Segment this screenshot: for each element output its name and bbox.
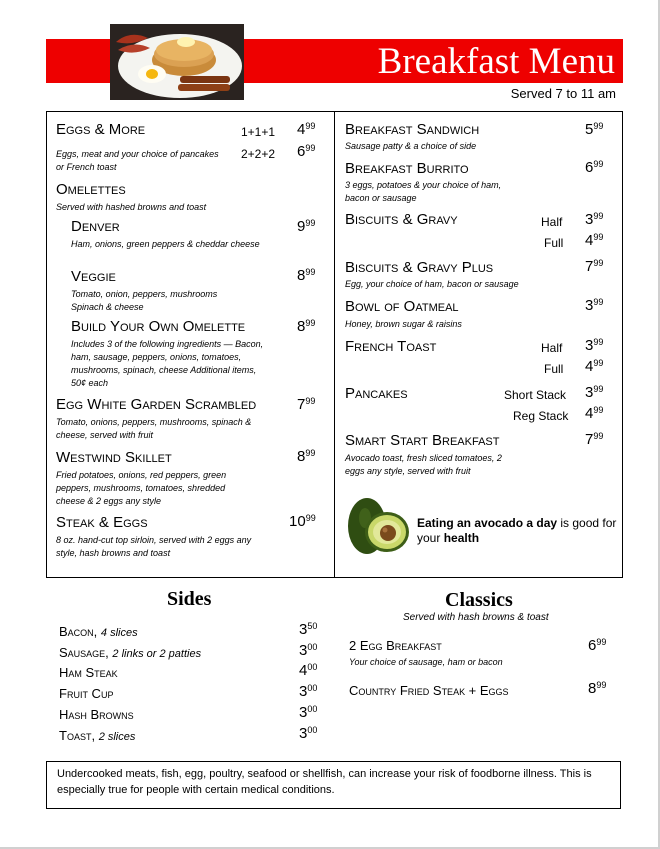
food-safety-notice: Undercooked meats, fish, egg, poultry, seafood or shellfish, can increase your risk of foodborne illness. This is especially true for people with certain medical conditions. — [46, 761, 621, 809]
egg-white-price: $7^{99}$ — [297, 396, 316, 413]
item-desc-egg-white: Tomato, onions, peppers, mushrooms, spinach & cheese, served with fruit — [56, 417, 252, 440]
item-name-pancakes: Pancakes — [345, 385, 408, 402]
item-desc-smart-start: Avocado toast, fresh sliced tomatoes, 2 eggs any style, served with fruit — [345, 453, 502, 476]
side-item-price: $3^{00}$ — [299, 642, 318, 659]
side-item-name — [59, 728, 135, 743]
sandwich-price: $5^{99}$ — [585, 121, 604, 138]
side-item-name — [59, 686, 113, 701]
eggs-price-2: $6^{99}$ — [297, 143, 316, 160]
classics-title: Classics — [445, 589, 513, 611]
side-item-label: Bacon, — [59, 624, 98, 639]
french-toast-price-full: $4^{99}$ — [585, 358, 604, 375]
pancakes-option-short: Short Stack — [504, 388, 567, 402]
omelettes-desc: Served with hashed browns and toast — [56, 202, 207, 212]
item-desc-2-egg: Your choice of sausage, ham or bacon — [349, 657, 503, 667]
side-item-price: $3^{00}$ — [299, 683, 318, 700]
biscuits-plus-price: $7^{99}$ — [585, 258, 604, 275]
side-item-price: $3^{50}$ — [299, 621, 318, 638]
item-name-country-fried: Country Fried Steak + Eggs — [349, 683, 509, 698]
side-item-label: Sausage, — [59, 645, 109, 660]
item-name-veggie: Veggie — [71, 268, 116, 285]
eggs-option-2: 2+2+2 — [241, 147, 276, 161]
side-item-name — [59, 645, 201, 660]
item-desc-biscuits-plus: Egg, your choice of ham, bacon or sausage — [345, 279, 519, 289]
side-item-note: 2 slices — [98, 731, 136, 743]
item-desc-denver: Ham, onions, green peppers & cheddar cheese — [71, 239, 260, 249]
item-name-westwind: Westwind Skillet — [56, 449, 172, 466]
item-name-biscuits-plus: Biscuits & Gravy Plus — [345, 259, 494, 276]
side-item-price: $4^{00}$ — [299, 662, 318, 679]
classics-subtitle: Served with hash browns & toast — [403, 612, 549, 623]
item-desc-oatmeal: Honey, brown sugar & raisins — [345, 319, 462, 329]
eggs-option-1: 1+1+1 — [241, 125, 276, 139]
served-hours: Served 7 to 11 am — [510, 86, 616, 101]
item-desc-sandwich: Sausage patty & a choice of side — [345, 141, 477, 151]
item-name-eggs-more: Eggs & More — [56, 121, 146, 138]
item-name-oatmeal: Bowl of Oatmeal — [345, 298, 459, 315]
french-toast-option-full: Full — [544, 362, 564, 376]
side-item-price: $3^{00}$ — [299, 725, 318, 742]
breakfast-plate-photo — [110, 24, 244, 100]
veggie-price: $8^{99}$ — [297, 267, 316, 284]
column-divider — [334, 112, 335, 577]
item-name-denver: Denver — [71, 218, 120, 235]
steak-eggs-price: $10^{99}$ — [289, 513, 316, 530]
item-name-egg-white: Egg White Garden Scrambled — [56, 396, 257, 413]
item-desc-westwind: Fried potatoes, onions, red peppers, green peppers, mushrooms, tomatoes, shredded cheese & 2 eggs any style — [56, 470, 227, 506]
item-name-french-toast: French Toast — [345, 338, 437, 355]
french-toast-price-half: $3^{99}$ — [585, 337, 604, 354]
side-item-label: Fruit Cup — [59, 686, 114, 701]
side-item-label: Toast, — [59, 728, 96, 743]
biscuits-price-full: $4^{99}$ — [585, 232, 604, 249]
2-egg-price: $6^{99}$ — [588, 637, 607, 654]
side-item-note: 2 links or 2 patties — [112, 648, 202, 660]
biscuits-option-half: Half — [541, 215, 563, 229]
biscuits-option-full: Full — [544, 236, 564, 250]
main-menu-box — [46, 111, 623, 578]
westwind-price: $8^{99}$ — [297, 448, 316, 465]
pancakes-option-reg: Reg Stack — [513, 409, 569, 423]
country-fried-price: $8^{99}$ — [588, 680, 607, 697]
pancakes-price-short: $3^{99}$ — [585, 384, 604, 401]
item-desc-build-omelette: Includes 3 of the following ingredients — Bacon, ham, sausage, peppers, onions, tomatoes, mushrooms, spinach, cheese Additional items, 50¢ each — [71, 339, 264, 388]
item-name-build-omelette: Build Your Own Omelette — [71, 318, 246, 335]
smart-start-price: $7^{99}$ — [585, 431, 604, 448]
burrito-price: $6^{99}$ — [585, 159, 604, 176]
item-desc-veggie: Tomato, onion, peppers, mushrooms Spinach & cheese — [71, 289, 218, 312]
pancakes-price-reg: $4^{99}$ — [585, 405, 604, 422]
menu-title: Breakfast Menu — [377, 41, 615, 82]
side-item-label: Hash Browns — [59, 707, 134, 722]
french-toast-option-half: Half — [541, 341, 563, 355]
sides-title: Sides — [167, 588, 212, 610]
avocado-tip: Eating an avocado a day is good for your health — [417, 516, 617, 545]
item-name-biscuits: Biscuits & Gravy — [345, 211, 458, 228]
item-desc-eggs-more: Eggs, meat and your choice of pancakes or French toast — [56, 149, 219, 172]
item-name-burrito: Breakfast Burrito — [345, 160, 469, 177]
biscuits-price-half: $3^{99}$ — [585, 211, 604, 228]
eggs-price-1: $4^{99}$ — [297, 121, 316, 138]
side-item-name — [59, 624, 138, 639]
item-name-sandwich: Breakfast Sandwich — [345, 121, 480, 138]
side-item-note: 4 slices — [100, 627, 138, 639]
oatmeal-price: $3^{99}$ — [585, 297, 604, 314]
denver-price: $9^{99}$ — [297, 218, 316, 235]
item-desc-steak-eggs: 8 oz. hand-cut top sirloin, served with 2 eggs any style, hash browns and toast — [56, 535, 252, 558]
item-name-smart-start: Smart Start Breakfast — [345, 432, 500, 449]
item-name-2-egg: 2 Egg Breakfast — [349, 638, 442, 653]
avocado-image — [345, 488, 411, 556]
side-item-name — [59, 665, 118, 680]
side-item-name — [59, 707, 134, 722]
item-name-steak-eggs: Steak & Eggs — [56, 514, 148, 531]
side-item-price: $3^{00}$ — [299, 704, 318, 721]
item-desc-burrito: 3 eggs, potatoes & your choice of ham, bacon or sausage — [345, 180, 502, 203]
section-omelettes: Omelettes — [56, 181, 126, 198]
side-item-label: Ham Steak — [59, 665, 118, 680]
build-omelette-price: $8^{99}$ — [297, 318, 316, 335]
